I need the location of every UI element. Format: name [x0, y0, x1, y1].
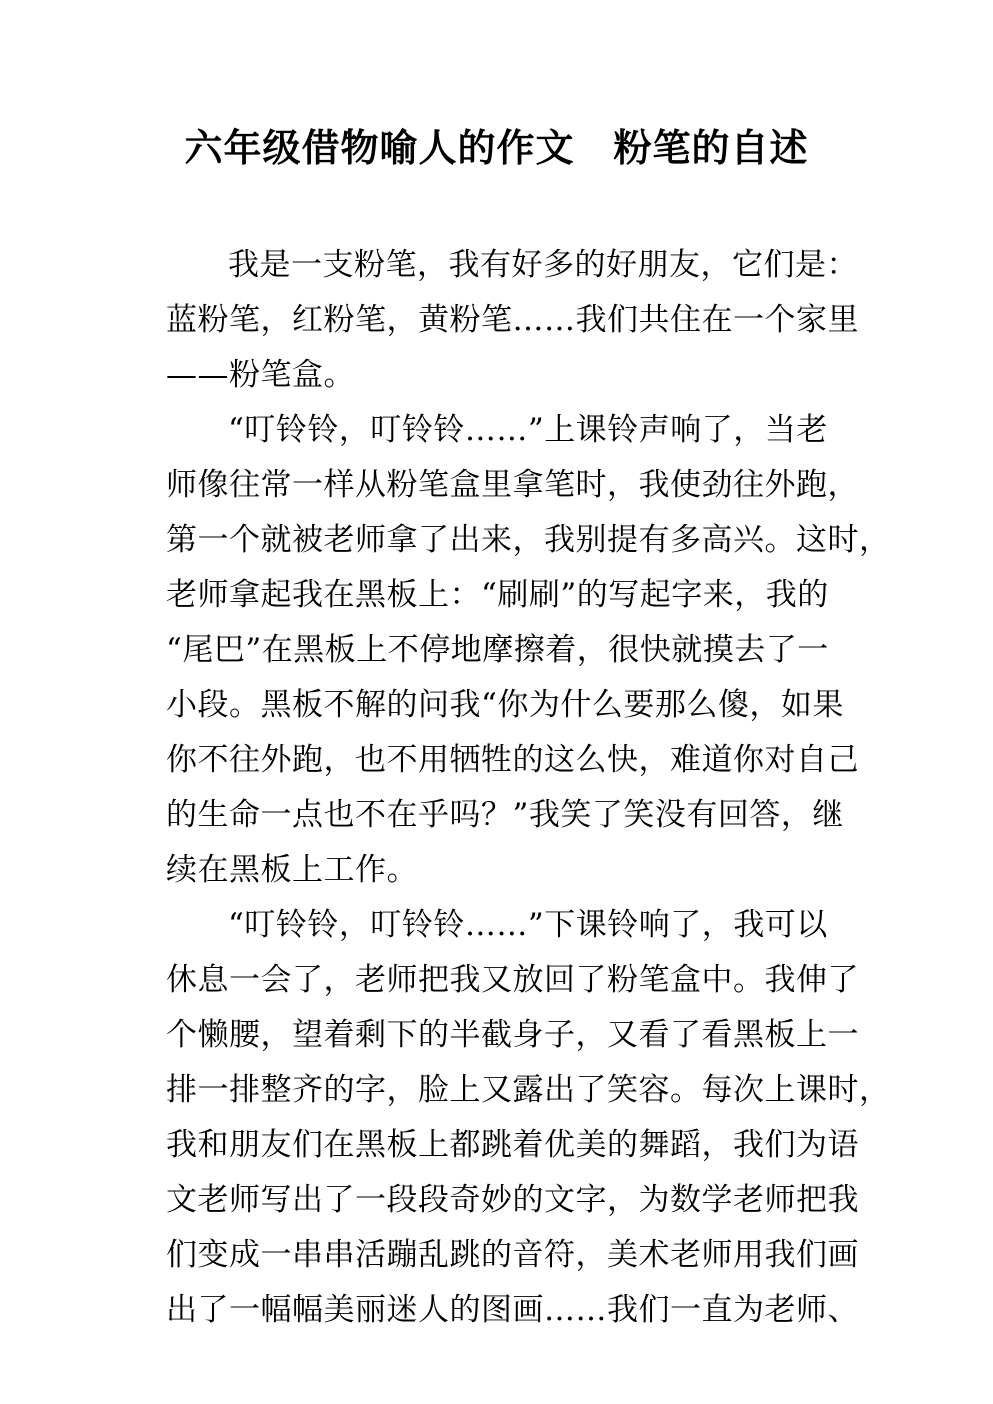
- document-title: 六年级借物喻人的作文 粉笔的自述: [184, 126, 809, 170]
- text-line: 们变成一串串活蹦乱跳的音符，美术老师用我们画: [166, 1237, 859, 1273]
- text-line: 第一个就被老师拿了出来，我别提有多高兴。这时，: [166, 522, 891, 558]
- text-line: 你不往外跑，也不用牺牲的这么快，难道你对自己: [166, 742, 859, 778]
- text-line: 小段。黑板不解的问我“你为什么要那么傻，如果: [166, 687, 844, 723]
- text-line: “尾巴”在黑板上不停地摩擦着，很快就摸去了一: [166, 632, 829, 668]
- text-line: ——粉笔盒。: [166, 357, 355, 393]
- text-line: 老师拿起我在黑板上：“刷刷”的写起字来，我的: [166, 577, 829, 613]
- text-line: 个懒腰，望着剩下的半截身子，又看了看黑板上一: [166, 1017, 859, 1053]
- text-line: 出了一幅幅美丽迷人的图画……我们一直为老师、: [166, 1292, 859, 1328]
- text-line: 师像往常一样从粉笔盒里拿笔时，我使劲往外跑，: [166, 467, 859, 503]
- text-line: “叮铃铃，叮铃铃……”上课铃声响了，当老: [228, 412, 828, 448]
- document-body: [166, 238, 891, 1338]
- text-line: 蓝粉笔，红粉笔，黄粉笔……我们共住在一个家里: [166, 302, 859, 338]
- text-line: 续在黑板上工作。: [166, 852, 418, 888]
- text-line: 文老师写出了一段段奇妙的文字，为数学老师把我: [166, 1182, 859, 1218]
- text-line: 休息一会了，老师把我又放回了粉笔盒中。我伸了: [166, 962, 859, 998]
- text-line: 的生命一点也不在乎吗？”我笑了笑没有回答，继: [166, 797, 844, 833]
- text-line: 排一排整齐的字，脸上又露出了笑容。每次上课时，: [166, 1072, 891, 1108]
- text-line: 我是一支粉笔，我有好多的好朋友，它们是：: [228, 247, 858, 283]
- text-line: 我和朋友们在黑板上都跳着优美的舞蹈，我们为语: [166, 1127, 859, 1163]
- text-line: “叮铃铃，叮铃铃……”下课铃响了，我可以: [228, 907, 828, 943]
